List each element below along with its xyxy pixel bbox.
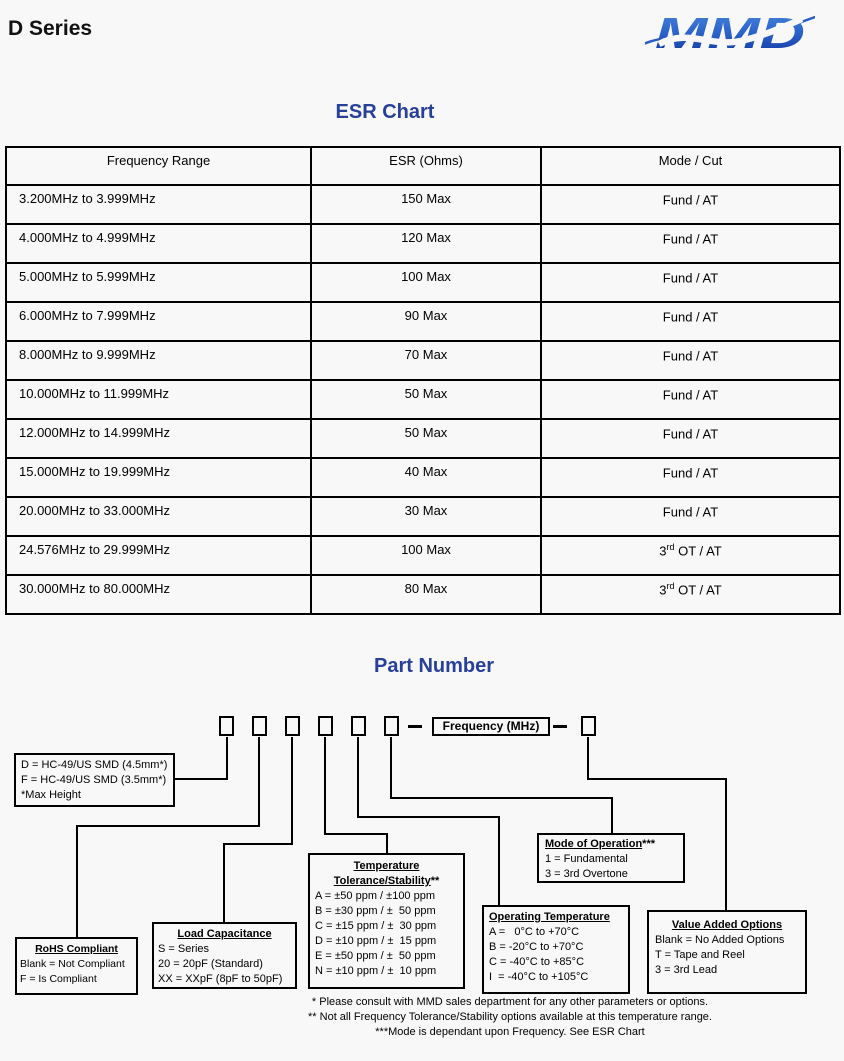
- connector-line: [258, 737, 260, 827]
- cell-mode: Fund / AT: [541, 419, 840, 458]
- callout-load-capacitance: [152, 922, 297, 989]
- callout-line: 20 = 20pF (Standard): [158, 958, 263, 970]
- callout-line: A = ±50 ppm / ±100 ppm: [315, 890, 436, 902]
- connector-line: [76, 825, 78, 937]
- cell-frequency-range: 30.000MHz to 80.000MHz: [6, 575, 311, 614]
- column-header-esr: ESR (Ohms): [311, 147, 541, 185]
- callout-title: RoHS Compliant: [35, 943, 118, 955]
- table-row: [6, 536, 840, 575]
- cell-esr: 100 Max: [311, 536, 541, 575]
- callout-title: Temperature: [353, 860, 420, 872]
- cell-esr: 40 Max: [311, 458, 541, 497]
- callout-line: F = HC-49/US SMD (3.5mm*): [21, 774, 167, 786]
- cell-mode: Fund / AT: [541, 224, 840, 263]
- callout-line: T = Tape and Reel: [655, 949, 745, 961]
- part-field-box-1: [219, 716, 234, 736]
- part-field-box-7: [581, 716, 596, 736]
- cell-esr: 100 Max: [311, 263, 541, 302]
- cell-mode: Fund / AT: [541, 458, 840, 497]
- cell-esr: 80 Max: [311, 575, 541, 614]
- table-row: [6, 224, 840, 263]
- callout-operating-temperature: [482, 905, 630, 994]
- callout-line: D = ±10 ppm / ± 15 ppm: [315, 935, 437, 947]
- part-field-box-4: [318, 716, 333, 736]
- table-row: [6, 575, 840, 614]
- cell-frequency-range: 4.000MHz to 4.999MHz: [6, 224, 311, 263]
- footnote: ***Mode is dependant upon Frequency. See ESR Chart: [375, 1026, 645, 1038]
- callout-title: Value Added Options: [671, 919, 783, 931]
- callout-line: A = 0°C to +70°C: [489, 926, 580, 938]
- footnote: * Please consult with MMD sales department for any other parameters or options.: [311, 996, 709, 1008]
- column-header-mode-cut: Mode / Cut: [541, 147, 840, 185]
- cell-mode: 3rd OT / AT: [541, 536, 840, 575]
- connector-line: [498, 816, 500, 906]
- frequency-box: Frequency (MHz): [432, 717, 550, 736]
- connector-line: [357, 816, 500, 818]
- callout-line: 3 = 3rd Overtone: [545, 868, 628, 880]
- cell-esr: 150 Max: [311, 185, 541, 224]
- cell-frequency-range: 12.000MHz to 14.999MHz: [6, 419, 311, 458]
- cell-esr: 50 Max: [311, 380, 541, 419]
- table-row: [6, 302, 840, 341]
- footnotes: [110, 995, 844, 1040]
- connector-line: [587, 778, 727, 780]
- callout-value-added-options: [647, 910, 807, 994]
- cell-esr: 120 Max: [311, 224, 541, 263]
- callout-package-type: [14, 753, 175, 807]
- connector-line: [357, 737, 359, 818]
- cell-frequency-range: 3.200MHz to 3.999MHz: [6, 185, 311, 224]
- connector-line: [324, 737, 326, 835]
- callout-title: Operating Temperature: [489, 911, 610, 923]
- cell-mode: Fund / AT: [541, 341, 840, 380]
- cell-esr: 50 Max: [311, 419, 541, 458]
- callout-line: C = -40°C to +85°C: [489, 956, 585, 968]
- callout-title: Mode of Operation: [545, 838, 643, 850]
- part-field-box-2: [252, 716, 267, 736]
- connector-line: [291, 737, 293, 845]
- dash-separator: [408, 725, 422, 728]
- callout-mode-of-operation: Mode of Operation*** 1 = Fundamental 3 = 3rd Overtone: [537, 833, 685, 883]
- callout-line: I = -40°C to +105°C: [489, 971, 589, 983]
- table-row: [6, 497, 840, 536]
- column-header-frequency-range: Frequency Range: [6, 147, 311, 185]
- callout-line: B = ±30 ppm / ± 50 ppm: [315, 905, 436, 917]
- logo-text: MMD: [655, 9, 805, 58]
- part-field-box-3: [285, 716, 300, 736]
- cell-mode: 3rd OT / AT: [541, 575, 840, 614]
- cell-esr: 90 Max: [311, 302, 541, 341]
- cell-frequency-range: 15.000MHz to 19.999MHz: [6, 458, 311, 497]
- cell-esr: 70 Max: [311, 341, 541, 380]
- table-row: [6, 341, 840, 380]
- callout-line: Blank = No Added Options: [655, 934, 785, 946]
- mmd-logo: [645, 8, 815, 58]
- cell-frequency-range: 20.000MHz to 33.000MHz: [6, 497, 311, 536]
- table-row: [6, 380, 840, 419]
- cell-mode: Fund / AT: [541, 497, 840, 536]
- connector-line: [76, 825, 260, 827]
- callout-line: S = Series: [158, 943, 210, 955]
- table-header-row: [6, 147, 840, 185]
- callout-line: D = HC-49/US SMD (4.5mm*): [21, 759, 168, 771]
- cell-mode: Fund / AT: [541, 185, 840, 224]
- callout-line: C = ±15 ppm / ± 30 ppm: [315, 920, 437, 932]
- callout-line: XX = XXpF (8pF to 50pF): [158, 973, 283, 985]
- page-title: D Series: [8, 17, 93, 40]
- part-field-box-5: [351, 716, 366, 736]
- callout-line: E = ±50 ppm / ± 50 ppm: [315, 950, 436, 962]
- cell-esr: 30 Max: [311, 497, 541, 536]
- connector-line: [390, 797, 613, 799]
- cell-frequency-range: 5.000MHz to 5.999MHz: [6, 263, 311, 302]
- callout-line: F = Is Compliant: [20, 973, 97, 985]
- cell-mode: Fund / AT: [541, 302, 840, 341]
- dash-separator: [553, 725, 567, 728]
- table-row: [6, 419, 840, 458]
- callout-line: *Max Height: [21, 789, 81, 801]
- esr-chart-heading: ESR Chart: [335, 101, 435, 123]
- cell-frequency-range: 6.000MHz to 7.999MHz: [6, 302, 311, 341]
- cell-mode: Fund / AT: [541, 263, 840, 302]
- connector-line: [175, 778, 228, 780]
- part-field-box-6: [384, 716, 399, 736]
- esr-table: [5, 146, 841, 615]
- connector-line: [223, 843, 293, 845]
- table-row: [6, 185, 840, 224]
- cell-frequency-range: 24.576MHz to 29.999MHz: [6, 536, 311, 575]
- connector-line: [725, 778, 727, 911]
- connector-line: [226, 737, 228, 780]
- callout-line: Blank = Not Compliant: [20, 958, 125, 970]
- table-row: [6, 458, 840, 497]
- footnote: ** Not all Frequency Tolerance/Stability options available at this temperature range.: [308, 1011, 712, 1023]
- connector-line: [386, 833, 388, 855]
- callout-title: Load Capacitance: [177, 928, 272, 940]
- callout-line: 1 = Fundamental: [545, 853, 628, 865]
- connector-line: [390, 737, 392, 799]
- callout-temperature-tolerance: Temperature Tolerance/Stability** A = ±50 ppm / ±100 ppm B = ±30 ppm / ± 50 ppm C = ±15 ppm / ± 30 ppm D = ±10 ppm / ± 15 ppm E = ±50 ppm / ± 50 ppm N = ±10 ppm / ± 10 ppm: [308, 853, 465, 989]
- callout-line: 3 = 3rd Lead: [655, 964, 718, 976]
- connector-line: [611, 797, 613, 834]
- table-row: [6, 263, 840, 302]
- connector-line: [324, 833, 388, 835]
- callout-line: B = -20°C to +70°C: [489, 941, 584, 953]
- cell-frequency-range: 10.000MHz to 11.999MHz: [6, 380, 311, 419]
- part-number-heading: Part Number: [373, 655, 495, 677]
- connector-line: [587, 737, 589, 780]
- cell-frequency-range: 8.000MHz to 9.999MHz: [6, 341, 311, 380]
- callout-line: N = ±10 ppm / ± 10 ppm: [315, 965, 437, 977]
- connector-line: [223, 843, 225, 923]
- callout-rohs-compliant: [15, 937, 138, 995]
- cell-mode: Fund / AT: [541, 380, 840, 419]
